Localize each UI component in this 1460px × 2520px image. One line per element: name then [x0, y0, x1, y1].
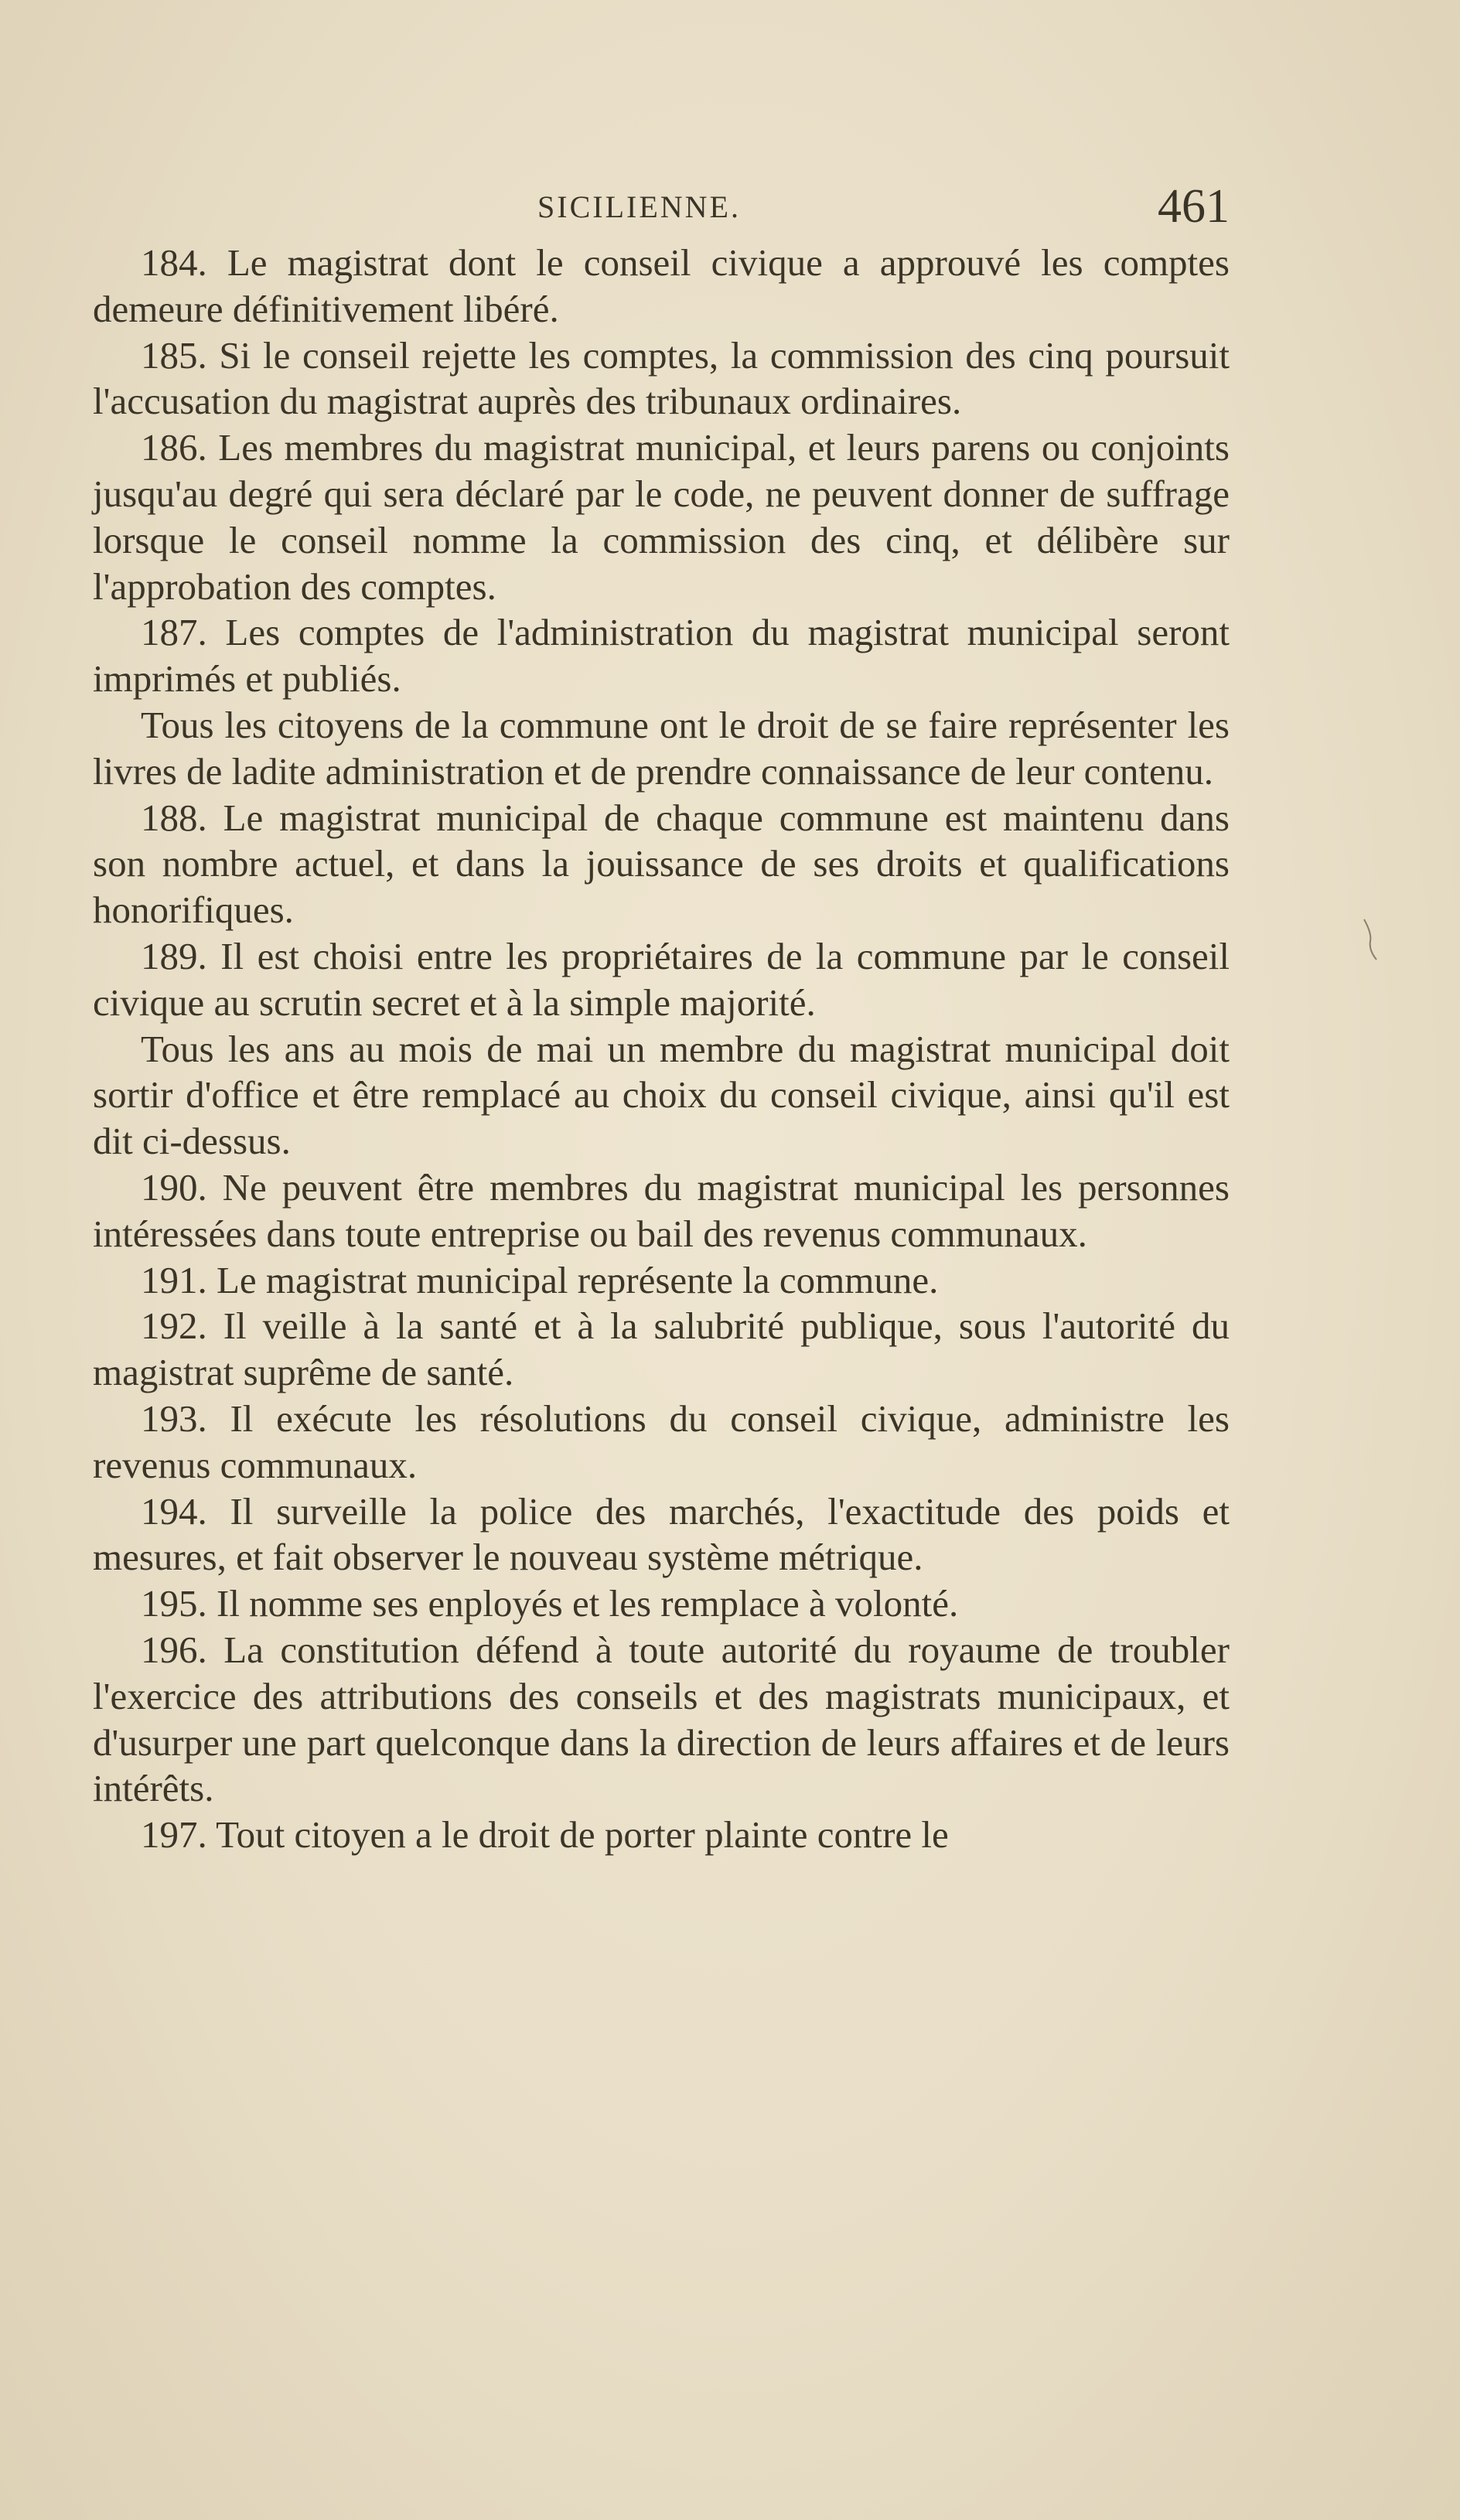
article-187-paragraph-2: Tous les citoyens de la commune ont le droit de se faire représenter les livres de ladite administration et de prendre connaissance de leur contenu.	[93, 703, 1230, 793]
running-title: SICILIENNE.	[537, 189, 741, 224]
article-189: 189. Il est choisi entre les propriétaires de la commune par le conseil civique au scrutin secret et à la simple majorité.	[93, 934, 1230, 1024]
margin-ink-mark	[1361, 916, 1381, 963]
body-text	[93, 240, 1230, 1858]
article-189-paragraph-2: Tous les ans au mois de mai un membre du magistrat municipal doit sortir d'office et être remplacé au choix du conseil civique, ainsi qu'il est dit ci-dessus.	[93, 1027, 1230, 1163]
article-184: 184. Le magistrat dont le conseil civique a approuvé les comptes demeure définitivement libéré.	[93, 241, 1230, 330]
article-193: 193. Il exécute les résolutions du conseil civique, administre les revenus communaux.	[93, 1396, 1230, 1486]
article-185: 185. Si le conseil rejette les comptes, la commission des cinq poursuit l'accusation du magistrat auprès des tribunaux ordinaires.	[93, 333, 1230, 423]
running-head	[93, 179, 1230, 234]
article-186: 186. Les membres du magistrat municipal, et leurs parens ou conjoints jusqu'au degré qui sera déclaré par le code, ne peuvent donner de suffrage lorsque le conseil nomme la commission des cinq, et délibère sur l'approbation des comptes.	[93, 426, 1230, 608]
article-194: 194. Il surveille la police des marchés, l'exactitude des poids et mesures, et fait observer le nouveau système métrique.	[93, 1489, 1230, 1579]
article-187: 187. Les comptes de l'administration du magistrat municipal seront imprimés et publiés.	[93, 611, 1230, 701]
article-196: 196. La constitution défend à toute autorité du royaume de troubler l'exercice des attributions des conseils et des magistrats municipaux, et d'usurper une part quelconque dans la direction de leurs affaires et de leurs intérêts.	[93, 1628, 1230, 1810]
article-195: 195. Il nomme ses enployés et les remplace à volonté.	[141, 1582, 959, 1625]
article-190: 190. Ne peuvent être membres du magistrat municipal les personnes intéressées dans toute entreprise ou bail des revenus communaux.	[93, 1165, 1230, 1255]
article-197: 197. Tout citoyen a le droit de porter plainte contre le	[141, 1813, 949, 1857]
page-number: 461	[1158, 180, 1230, 233]
article-192: 192. Il veille à la santé et à la salubrité publique, sous l'autorité du magistrat suprême de santé.	[93, 1304, 1230, 1394]
article-188: 188. Le magistrat municipal de chaque commune est maintenu dans son nombre actuel, et dans la jouissance de ses droits et qualifications honorifiques.	[93, 796, 1230, 932]
article-191: 191. Le magistrat municipal représente la commune.	[141, 1258, 939, 1301]
